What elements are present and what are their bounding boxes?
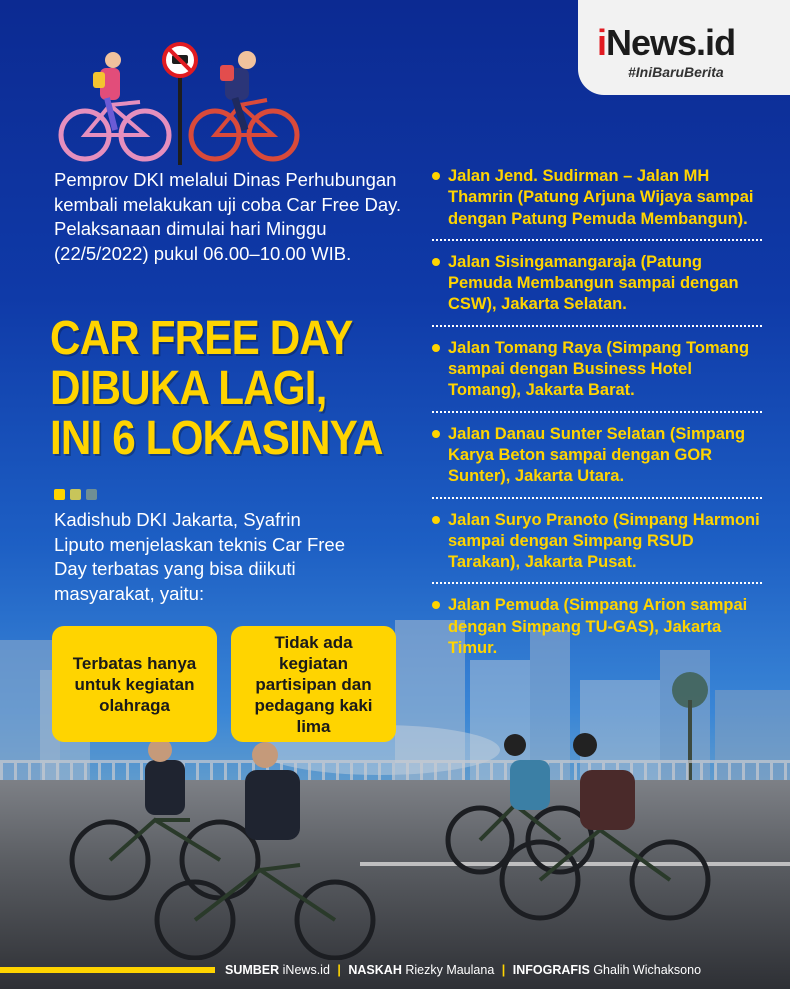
- credit-separator: |: [337, 963, 341, 977]
- location-item: Jalan Sisingamangaraja (Patung Pemuda Membangun sampai dengan CSW), Jakarta Selatan.: [432, 252, 762, 327]
- cyclists-photo: [60, 730, 740, 960]
- credit-script-label: NASKAH: [348, 963, 402, 977]
- cyclists-illustration: [55, 40, 300, 165]
- location-item: Jalan Pemuda (Simpang Arion sampai dengan Simpang TU-GAS), Jakarta Timur.: [432, 595, 762, 668]
- bicycle-man-icon: [191, 51, 297, 159]
- credit-source-label: SUMBER: [225, 963, 280, 977]
- inews-logo: iNews.id: [597, 22, 736, 63]
- location-item: Jalan Jend. Sudirman – Jalan MH Thamrin (Patung Arjuna Wijaya sampai dengan Patung Pemuda Membangun).: [432, 166, 762, 241]
- credits-text: [225, 963, 701, 977]
- headline: [50, 312, 383, 465]
- location-item: Jalan Tomang Raya (Simpang Tomang sampai dengan Business Hotel Tomang), Jakarta Barat.: [432, 338, 762, 413]
- credit-graphics-label: INFOGRAFIS: [512, 963, 590, 977]
- rule-box-no-vendors: Tidak ada kegiatan partisipan dan pedagang kaki lima: [231, 626, 396, 742]
- credits-accent-line: [0, 967, 215, 973]
- location-list: [432, 166, 762, 679]
- headline-line-1: CAR FREE DAY: [50, 312, 353, 365]
- credits-bar: [0, 958, 790, 982]
- rule-box-sport-only: Terbatas hanya untuk kegiatan olahraga: [52, 626, 217, 742]
- intro-paragraph: Pemprov DKI melalui Dinas Perhubungan kembali melakukan uji coba Car Free Day. Pelaksanaan dimulai hari Minggu (22/5/2022) pukul 06.00–10.00 WIB.: [54, 169, 402, 264]
- headline-line-2: DIBUKA LAGI,: [50, 362, 327, 415]
- credit-source-value: iNews.id: [282, 963, 330, 977]
- credit-separator: |: [501, 963, 506, 977]
- explanation-paragraph: Kadishub DKI Jakarta, Syafrin Liputo menjelaskan teknis Car Free Day terbatas yang bisa diikuti masyarakat, yaitu:: [54, 509, 346, 604]
- credit-graphics-value: Ghalih Wichaksono: [593, 963, 702, 977]
- logo-tagline: #IniBaruBerita: [628, 64, 724, 80]
- no-car-sign-icon: [164, 44, 196, 165]
- headline-line-3: INI 6 LOKASINYA: [50, 412, 383, 465]
- location-item: Jalan Suryo Pranoto (Simpang Harmoni sampai dengan Simpang RSUD Tarakan), Jakarta Pusat.: [432, 510, 762, 585]
- credit-script-value: Riezky Maulana: [405, 963, 495, 977]
- bicycle-woman-icon: [61, 52, 169, 159]
- decorative-dots: [54, 489, 97, 500]
- location-item: Jalan Danau Sunter Selatan (Simpang Karya Beton sampai dengan GOR Sunter), Jakarta Utara.: [432, 424, 762, 499]
